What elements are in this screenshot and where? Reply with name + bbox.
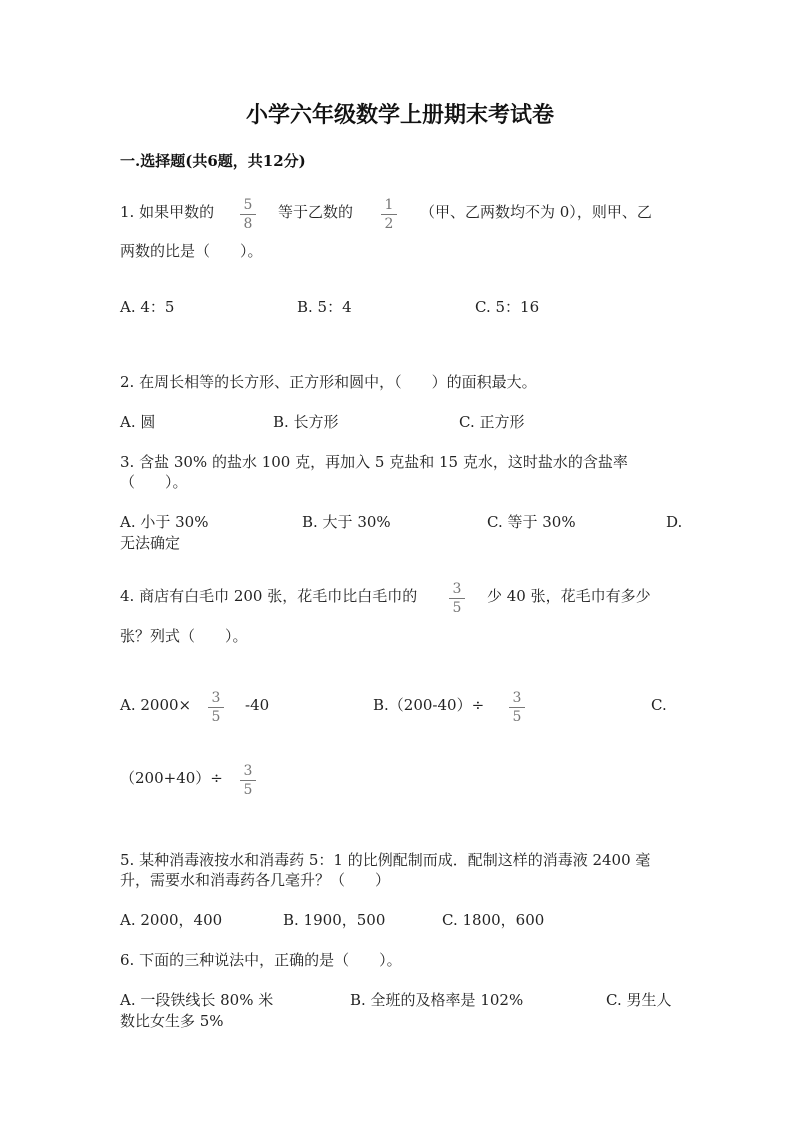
fraction: 3 5 xyxy=(449,581,465,616)
question-4-text: 张？列式（ ）。 xyxy=(120,627,248,645)
option-b: B. 长方形 xyxy=(273,413,339,431)
question-2-text: 2. 在周长相等的长方形、正方形和圆中，（ ）的面积最大。 xyxy=(120,373,537,391)
option-c-text: 数比女生多 5% xyxy=(120,1012,224,1030)
question-5-text: 5. 某种消毒液按水和消毒药 5：1 的比例配制而成．配制这样的消毒液 2400 毫 xyxy=(120,851,651,869)
question-1-text: 两数的比是（ ）。 xyxy=(120,242,263,260)
option-c-text: （200+40）÷ xyxy=(120,769,223,787)
option-b: B. 5：4 xyxy=(297,298,352,316)
option-c: C. 5：16 xyxy=(475,298,540,316)
fraction: 3 5 xyxy=(208,690,224,725)
option-c: C. 男生人 xyxy=(606,991,672,1009)
option-b: B. 大于 30% xyxy=(302,513,391,531)
question-6-text: 6. 下面的三种说法中，正确的是（ ）。 xyxy=(120,951,402,969)
question-1-text: 1. 如果甲数的 xyxy=(120,203,215,221)
option-c: C. 正方形 xyxy=(459,413,525,431)
option-c: C. 等于 30% xyxy=(487,513,576,531)
question-3-text: 3. 含盐 30% 的盐水 100 克，再加入 5 克盐和 15 克水，这时盐水的含盐率 xyxy=(120,453,628,471)
option-a: A. 圆 xyxy=(120,413,156,431)
fraction: 3 5 xyxy=(240,763,256,798)
option-a: A. 一段铁线长 80% 米 xyxy=(120,991,274,1009)
question-1-text: 等于乙数的 xyxy=(278,203,354,221)
question-3-text: （ ）。 xyxy=(120,473,188,491)
option-a-tail: -40 xyxy=(245,696,270,714)
page-title: 小学六年级数学上册期末考试卷 xyxy=(245,102,554,128)
option-b: B. 1900，500 xyxy=(283,911,386,929)
option-a: A. 小于 30% xyxy=(120,513,209,531)
option-a: A. 4：5 xyxy=(120,298,175,316)
option-b: B.（200-40）÷ xyxy=(373,696,485,714)
option-c: C. xyxy=(651,696,667,714)
option-a: A. 2000× xyxy=(120,696,192,714)
fraction: 3 5 xyxy=(509,690,525,725)
option-d: D. xyxy=(666,513,683,531)
question-4-text: 4. 商店有白毛巾 200 张，花毛巾比白毛巾的 xyxy=(120,587,418,605)
option-c: C. 1800，600 xyxy=(442,911,545,929)
question-4-text: 少 40 张，花毛巾有多少 xyxy=(487,587,651,605)
option-d-text: 无法确定 xyxy=(120,534,181,552)
section-heading: 一.选择题(共6题，共12分) xyxy=(120,152,306,170)
fraction: 1 2 xyxy=(381,197,397,232)
question-1-text: （甲、乙两数均不为 0），则甲、乙 xyxy=(420,203,652,221)
option-a: A. 2000，400 xyxy=(120,911,223,929)
question-5-text: 升，需要水和消毒药各几毫升？（ ） xyxy=(120,871,391,889)
fraction: 5 8 xyxy=(240,197,256,232)
option-b: B. 全班的及格率是 102% xyxy=(350,991,524,1009)
